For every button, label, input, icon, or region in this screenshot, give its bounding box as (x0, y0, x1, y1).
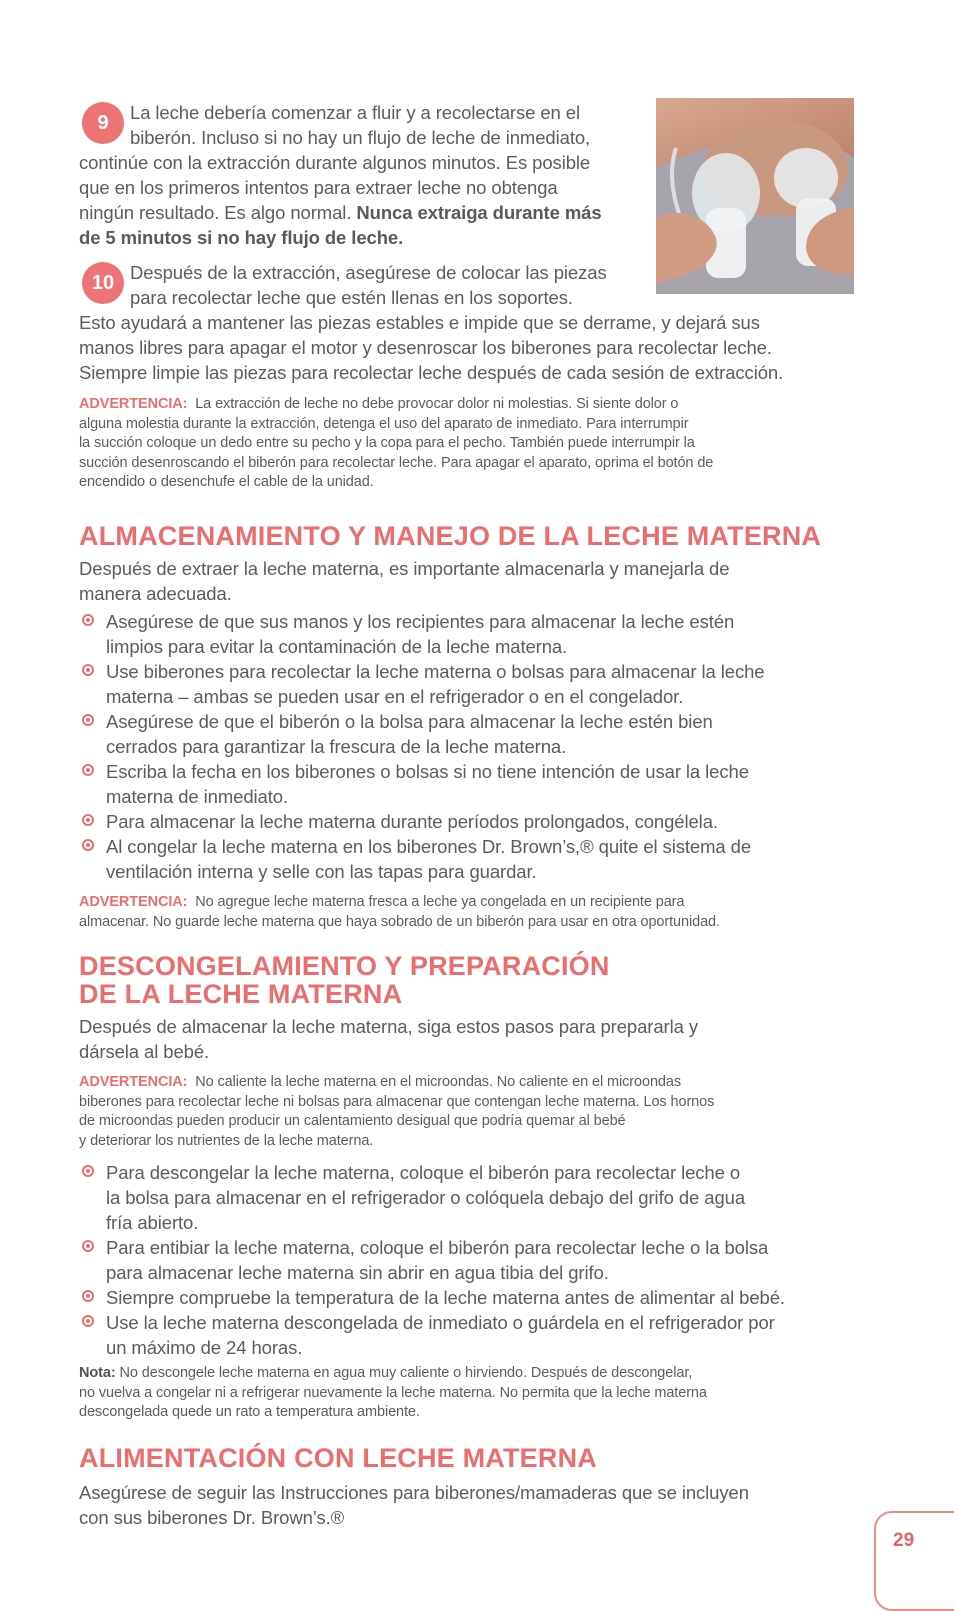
thawing-heading (79, 952, 610, 1008)
thawing-note (79, 1364, 939, 1423)
step-9-number: 9 (97, 111, 109, 134)
note-line: no vuelva a congelar ni a refrigerar nuevamente la leche materna. No permita que la leche materna (79, 1384, 707, 1401)
list-item-line: Al congelar la leche materna en los biberones Dr. Brown’s,® quite el sistema de (106, 836, 752, 857)
note-label: Nota: (79, 1365, 116, 1381)
bullet-icon (82, 664, 94, 676)
list-item (79, 759, 939, 809)
bullet-icon (82, 814, 94, 826)
warning-line: No agregue leche materna fresca a leche ya congelada en un recipiente para (195, 894, 685, 910)
page-number: 29 (893, 1530, 915, 1551)
list-item-line: fría abierto. (106, 1212, 199, 1233)
warning-line: almacenar. No guarde leche materna que haya sobrado de un biberón para usar en otra oportunidad. (79, 913, 720, 930)
step-10-text (79, 260, 939, 385)
storage-heading: ALMACENAMIENTO Y MANEJO DE LA LECHE MATERNA (79, 521, 822, 551)
note-line: No descongele leche materna en agua muy caliente o hirviendo. Después de descongelar, (119, 1365, 693, 1381)
storage-bullet-list (79, 609, 939, 884)
feeding-text (79, 1480, 839, 1530)
step-10-line: Siempre limpie las piezas para recolectar leche después de cada sesión de extracción. (79, 362, 784, 383)
list-item-line: un máximo de 24 horas. (106, 1337, 303, 1358)
step-9-line: continúe con la extracción durante algunos minutos. Es posible (79, 152, 591, 173)
step-10-line: Esto ayudará a mantener las piezas estables e impide que se derrame, y dejará sus (79, 312, 760, 333)
list-item (79, 1310, 939, 1360)
storage-intro (79, 556, 939, 606)
warning-label: ADVERTENCIA: (79, 1074, 188, 1090)
step-10-line: manos libres para apagar el motor y desenroscar los biberones para recolectar leche. (79, 337, 772, 358)
warning-line: succión desenroscando el biberón para recolectar leche. Para apagar el aparato, oprima el botón de (79, 454, 714, 471)
warning-line: encendido o desenchufe el cable de la unidad. (79, 474, 374, 490)
list-item (79, 834, 939, 884)
list-item-line: Asegúrese de que sus manos y los recipientes para almacenar la leche estén (106, 611, 735, 632)
page-tab (874, 1511, 954, 1611)
warning-line: biberones para recolectar leche ni bolsas para almacenar que contengan leche materna. Los hornos (79, 1093, 715, 1110)
thawing-heading-line: DE LA LECHE MATERNA (79, 979, 403, 1009)
list-item (79, 1160, 939, 1235)
list-item (79, 1235, 939, 1285)
warning-line: La extracción de leche no debe provocar dolor ni molestias. Si siente dolor o (195, 396, 679, 412)
thawing-intro (79, 1014, 939, 1064)
thawing-intro-line: Después de almacenar la leche materna, siga estos pasos para prepararla y (79, 1016, 698, 1037)
bullet-icon (82, 614, 94, 626)
thawing-bullet-list (79, 1160, 939, 1360)
list-item-line: cerrados para garantizar la frescura de la leche materna. (106, 736, 567, 757)
bullet-icon (82, 839, 94, 851)
feeding-line: Asegúrese de seguir las Instrucciones para biberones/mamaderas que se incluyen (79, 1482, 749, 1503)
step-9-line: ningún resultado. Es algo normal. (79, 202, 352, 223)
list-item-line: Siempre compruebe la temperatura de la leche materna antes de alimentar al bebé. (106, 1287, 785, 1308)
bullet-icon (82, 1240, 94, 1252)
thawing-intro-line: dársela al bebé. (79, 1041, 210, 1062)
step-10-line: para recolectar leche que estén llenas en los soportes. (130, 287, 573, 308)
list-item-line: Asegúrese de que el biberón o la bolsa para almacenar la leche estén bien (106, 711, 713, 732)
list-item (79, 609, 939, 659)
note-line: descongelada quede un rato a temperatura ambiente. (79, 1404, 420, 1420)
warning-storage (79, 893, 939, 932)
list-item (79, 659, 939, 709)
list-item-line: Escriba la fecha en los biberones o bolsas si no tiene intención de usar la leche (106, 761, 749, 782)
warning-microwave (79, 1073, 939, 1151)
step-10-line: Después de la extracción, asegúrese de colocar las piezas (130, 262, 607, 283)
step-9-line: que en los primeros intentos para extraer leche no obtenga (79, 177, 558, 198)
warning-label: ADVERTENCIA: (79, 894, 188, 910)
list-item-line: materna de inmediato. (106, 786, 288, 807)
list-item-line: Para entibiar la leche materna, coloque el biberón para recolectar leche o la bolsa (106, 1237, 769, 1258)
list-item (79, 809, 939, 834)
list-item-line: para almacenar leche materna sin abrir en agua tibia del grifo. (106, 1262, 609, 1283)
bullet-icon (82, 1165, 94, 1177)
thawing-heading-line: DESCONGELAMIENTO Y PREPARACIÓN (79, 951, 610, 981)
bullet-icon (82, 714, 94, 726)
list-item-line: Para descongelar la leche materna, coloque el biberón para recolectar leche o (106, 1162, 741, 1183)
bullet-icon (82, 1290, 94, 1302)
step-9-text (79, 100, 649, 250)
warning-line: alguna molestia durante la extracción, detenga el uso del aparato de inmediato. Para interrumpir (79, 415, 689, 432)
step-9-bold: Nunca extraiga durante más (356, 202, 602, 223)
list-item-line: materna – ambas se pueden usar en el refrigerador o en el congelador. (106, 686, 684, 707)
step-9-bold: de 5 minutos si no hay flujo de leche. (79, 227, 404, 248)
feeding-heading: ALIMENTACIÓN CON LECHE MATERNA (79, 1443, 597, 1473)
list-item-line: Para almacenar la leche materna durante períodos prolongados, congélela. (106, 811, 718, 832)
step-10-number: 10 (91, 271, 115, 294)
list-item-line: limpios para evitar la contaminación de la leche materna. (106, 636, 568, 657)
storage-intro-line: Después de extraer la leche materna, es importante almacenarla y manejarla de (79, 558, 730, 579)
list-item-line: la bolsa para almacenar en el refrigerador o colóquela debajo del grifo de agua (106, 1187, 746, 1208)
warning-label: ADVERTENCIA: (79, 396, 188, 412)
step-9-line: biberón. Incluso si no hay un flujo de leche de inmediato, (130, 127, 591, 148)
list-item-line: ventilación interna y selle con las tapas para guardar. (106, 861, 537, 882)
storage-intro-line: manera adecuada. (79, 583, 232, 604)
list-item-line: Use biberones para recolectar la leche materna o bolsas para almacenar la leche (106, 661, 765, 682)
bullet-icon (82, 764, 94, 776)
warning-pumping (79, 395, 939, 493)
warning-line: y deteriorar los nutrientes de la leche materna. (79, 1132, 374, 1149)
list-item (79, 709, 939, 759)
bullet-icon (82, 1315, 94, 1327)
warning-line: No caliente la leche materna en el microondas. No caliente en el microondas (195, 1074, 681, 1090)
list-item-line: Use la leche materna descongelada de inmediato o guárdela en el refrigerador por (106, 1312, 775, 1333)
feeding-line: con sus biberones Dr. Brown’s.® (79, 1507, 345, 1528)
warning-line: de microondas pueden producir un calentamiento desigual que podría quemar al bebé (79, 1113, 626, 1129)
warning-line: la succión coloque un dedo entre su pecho y la copa para el pecho. También puede interrumpir la (79, 435, 695, 451)
step-9-line: La leche debería comenzar a fluir y a recolectarse en el (130, 102, 580, 123)
list-item (79, 1285, 939, 1310)
